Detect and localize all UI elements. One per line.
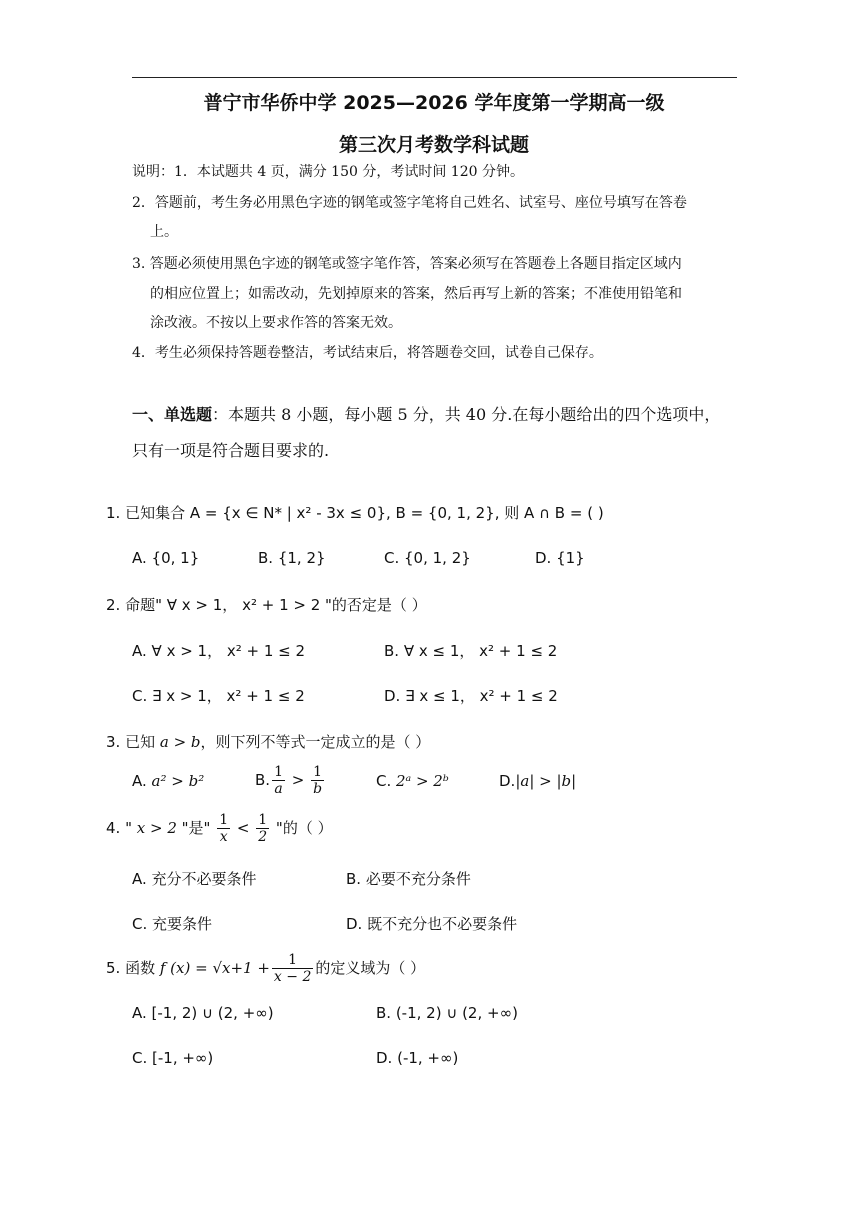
q5-option-a: A. [-1, 2) ∪ (2, +∞) [132,1004,274,1022]
note-2a: 2．答题前，考生务必用黑色字迹的钢笔或签字笔将自己姓名、试室号、座位号填写在答卷 [132,195,687,211]
q3-b-num-2: 1 [311,764,324,781]
question-1-stem: 1. 已知集合 A = {x ∈ N* | x² - 3x ≤ 0}, B = {0, 1, 2}, 则 A ∩ B = ( ) [106,504,604,522]
q1-option-c: C. {0, 1, 2} [384,549,471,567]
section-desc-2: 只有一项是符合题目要求的. [132,441,330,460]
q3-option-b [255,764,326,797]
q4-option-c: C. 充要条件 [132,915,213,933]
q2-option-c: C. ∃ x > 1， x² + 1 ≤ 2 [132,687,305,705]
q5-fx: f (x) = √x+1 + [159,959,270,977]
q4-option-b: B. 必要不充分条件 [346,870,471,888]
q4-option-a: A. 充分不必要条件 [132,870,257,888]
note-3a: 3. 答题必须使用黑色字迹的钢笔或签字笔作答，答案必须写在答题卷上各题目指定区域内 [132,256,682,272]
q5-den: x − 2 [273,969,312,985]
note-4: 4．考生必须保持答题卷整洁，考试结束后，将答题卷交回，试卷自己保存。 [132,345,603,361]
q2-option-b: B. ∀ x ≤ 1， x² + 1 ≤ 2 [384,642,558,660]
section-desc-1: ：本题共 8 小题，每小题 5 分，共 40 分.在每小题给出的四个选项中， [212,405,721,424]
q3-b-frac-b [311,764,324,797]
q5-num: 1 [272,952,313,969]
q4-den-x: x [219,829,228,845]
note-3c: 涂改液。不按以上要求作答的答案无效。 [150,315,402,331]
q4-num-2: 1 [258,812,268,828]
q3-b-gt: > [286,771,310,789]
q3-c-label: C. [376,772,397,790]
question-4-stem [106,812,333,845]
section-title: 一、单选题 [132,405,213,424]
q1-option-b: B. {1, 2} [258,549,326,567]
q3-b-den-a: a [274,781,283,797]
top-rule [132,77,737,78]
question-3-stem [106,731,430,752]
q3-option-a [132,772,204,790]
note-2b: 上。 [150,224,178,240]
q3-stem-pre: 3. 已知 [106,733,160,751]
q3-stem-math: a > b [159,733,201,751]
q5-pre: 5. 函数 [106,959,160,977]
q3-option-c [376,772,449,790]
q5-frac [272,952,313,985]
exam-title-line1: 普宁市华侨中学 2025—2026 学年度第一学期高一级 [203,92,665,114]
q2-option-d: D. ∃ x ≤ 1， x² + 1 ≤ 2 [384,687,558,705]
q1-option-a: A. {0, 1} [132,549,200,567]
q3-a-math: a² > b² [151,772,205,790]
q4-frac-x [217,812,230,845]
q4-frac-2 [256,812,269,845]
q5-option-c: C. [-1, +∞) [132,1049,214,1067]
q3-option-d [499,772,576,790]
section-heading-line1 [132,402,720,425]
q4-lt: < [232,819,255,837]
q4-post: "的（ ） [271,819,333,837]
exam-title-line2: 第三次月考数学科试题 [338,134,529,156]
q3-b-num-1: 1 [274,764,283,780]
q3-c-math: 2ᵃ > 2ᵇ [396,772,449,790]
q3-a-label: A. [132,772,152,790]
q4-den-2: 2 [258,829,268,845]
question-5-stem [106,952,425,985]
q5-option-d: D. (-1, +∞) [376,1049,459,1067]
q3-b-den-b: b [313,781,323,797]
q4-pre: 4. " [106,819,137,837]
q4-option-d: D. 既不充分也不必要条件 [346,915,518,933]
q3-d-math: |a| > |b| [515,772,577,790]
q3-b-frac-a [272,764,285,797]
question-2-stem: 2. 命题" ∀ x > 1， x² + 1 > 2 "的否定是（ ） [106,596,427,614]
q4-mid: "是" [176,819,216,837]
q5-option-b: B. (-1, 2) ∪ (2, +∞) [376,1004,518,1022]
q3-d-label: D. [499,772,516,790]
q3-stem-post: ，则下列不等式一定成立的是（ ） [200,733,431,751]
q1-option-d: D. {1} [535,549,585,567]
note-1: 说明：1．本试题共 4 页，满分 150 分，考试时间 120 分钟。 [132,164,524,180]
q3-b-label: B. [255,771,271,789]
q4-cond: x > 2 [136,819,177,837]
note-3b: 的相应位置上；如需改动，先划掉原来的答案，然后再写上新的答案；不准使用铅笔和 [150,286,682,302]
q5-post: 的定义域为（ ） [315,959,426,977]
q2-option-a: A. ∀ x > 1， x² + 1 ≤ 2 [132,642,306,660]
q4-num-1: 1 [219,812,229,828]
